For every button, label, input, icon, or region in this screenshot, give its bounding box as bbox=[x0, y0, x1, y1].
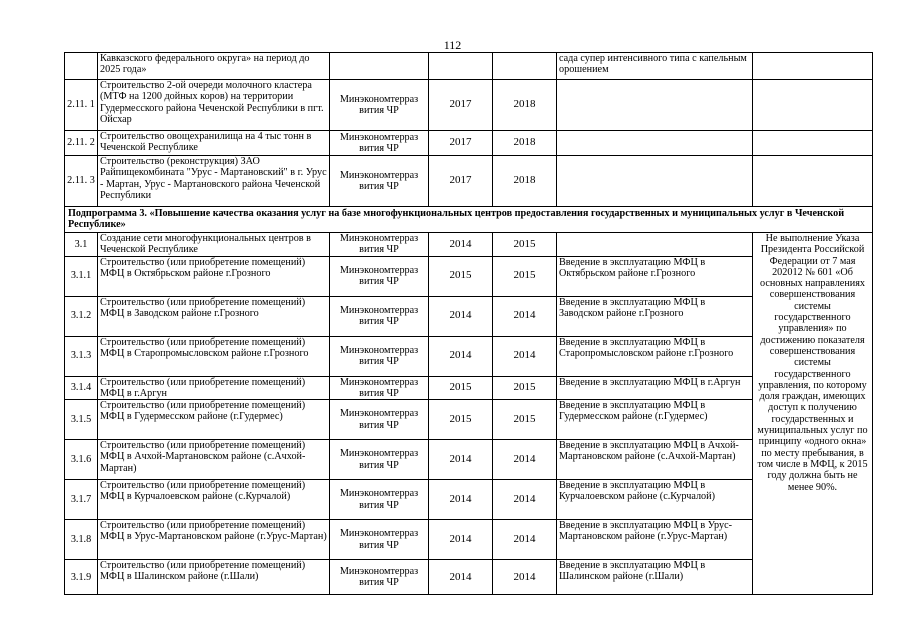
cell-num: 2.11. 3 bbox=[65, 156, 98, 207]
cell-note bbox=[753, 53, 873, 80]
cell-end: 2018 bbox=[493, 156, 557, 207]
cell-name: Строительство (или приобретение помещений) МФЦ в Шалинском районе (г.Шали) bbox=[98, 560, 330, 595]
cell-start: 2014 bbox=[429, 233, 493, 257]
cell-start: 2017 bbox=[429, 80, 493, 131]
cell-result bbox=[557, 131, 753, 156]
cell-end: 2014 bbox=[493, 336, 557, 376]
cell-responsible: Минэкономтерраз вития ЧР bbox=[330, 336, 429, 376]
table-row-continued bbox=[65, 53, 873, 80]
cell-responsible: Минэкономтерраз вития ЧР bbox=[330, 520, 429, 560]
cell-num: 3.1.1 bbox=[65, 256, 98, 296]
cell-note bbox=[753, 80, 873, 131]
subprogram-title: Подпрограмма 3. «Повышение качества оказания услуг на базе многофункциональных центров предоставления государственных и муниципальных услуг в Чеченской Республике» bbox=[65, 207, 873, 233]
table-row bbox=[65, 440, 873, 480]
cell-responsible: Минэкономтерраз вития ЧР bbox=[330, 131, 429, 156]
cell-result: Введение в эксплуатацию МФЦ в Курчалоевском районе (с.Курчалой) bbox=[557, 480, 753, 520]
cell-start: 2015 bbox=[429, 376, 493, 400]
subprogram-row bbox=[65, 207, 873, 233]
cell-responsible: Минэкономтерраз вития ЧР bbox=[330, 440, 429, 480]
cell-start: 2014 bbox=[429, 296, 493, 336]
cell-note bbox=[753, 131, 873, 156]
cell-end: 2014 bbox=[493, 480, 557, 520]
cell-start: 2015 bbox=[429, 400, 493, 440]
cell-num: 3.1.3 bbox=[65, 336, 98, 376]
cell-end: 2015 bbox=[493, 233, 557, 257]
cell-end: 2015 bbox=[493, 376, 557, 400]
cell-num: 3.1.4 bbox=[65, 376, 98, 400]
cell-end: 2014 bbox=[493, 296, 557, 336]
cell-start: 2014 bbox=[429, 520, 493, 560]
cell-num: 3.1 bbox=[65, 233, 98, 257]
cell-name: Строительство (или приобретение помещений) МФЦ в Урус-Мартановском районе (г.Урус-Мартан) bbox=[98, 520, 330, 560]
cell-name: Строительство (или приобретение помещений) МФЦ в Старопромысловском районе г.Грозного bbox=[98, 336, 330, 376]
cell-num: 2.11. 2 bbox=[65, 131, 98, 156]
cell-result: Введение в эксплуатацию МФЦ в г.Аргун bbox=[557, 376, 753, 400]
cell-start: 2014 bbox=[429, 336, 493, 376]
program-table bbox=[64, 52, 873, 595]
cell-num: 3.1.8 bbox=[65, 520, 98, 560]
cell-name: Строительство (или приобретение помещений) МФЦ в Ачхой-Мартановском районе (с.Ачхой-Мартан) bbox=[98, 440, 330, 480]
cell-name: Строительство (или приобретение помещений) МФЦ в г.Аргун bbox=[98, 376, 330, 400]
cell-start bbox=[429, 53, 493, 80]
cell-note bbox=[753, 156, 873, 207]
cell-num: 3.1.2 bbox=[65, 296, 98, 336]
cell-responsible: Минэкономтерраз вития ЧР bbox=[330, 480, 429, 520]
cell-num: 3.1.5 bbox=[65, 400, 98, 440]
table-row bbox=[65, 131, 873, 156]
cell-end: 2015 bbox=[493, 400, 557, 440]
page-number: 112 bbox=[443, 38, 462, 52]
cell-name: Строительство (или приобретение помещений) МФЦ в Курчалоевском районе (с.Курчалой) bbox=[98, 480, 330, 520]
cell-name: Строительство (или приобретение помещений) МФЦ в Октябрьском районе г.Грозного bbox=[98, 256, 330, 296]
cell-responsible: Минэкономтерраз вития ЧР bbox=[330, 80, 429, 131]
cell-responsible: Минэкономтерраз вития ЧР bbox=[330, 256, 429, 296]
consequence-note: Не выполнение Указа Президента Российской Федерации от 7 мая 202012 № 601 «Об основных направлениях совершенствования системы государственного управления» по достижению показателя совершенствования системы государственного управления, по которому доля граждан, имеющих доступ к получению государственных и муниципальных услуг по принципу «одного окна» по месту пребывания, в том числе в МФЦ, к 2015 году должна быть не менее 90%. bbox=[753, 233, 873, 595]
table-row bbox=[65, 296, 873, 336]
cell-responsible: Минэкономтерраз вития ЧР bbox=[330, 296, 429, 336]
cell-result: Введение в эксплуатацию МФЦ в Старопромысловском районе г.Грозного bbox=[557, 336, 753, 376]
cell-end: 2018 bbox=[493, 131, 557, 156]
cell-result: Введение в эксплуатацию МФЦ в Ачхой-Мартановском районе (с.Ачхой-Мартан) bbox=[557, 440, 753, 480]
cell-end: 2014 bbox=[493, 560, 557, 595]
cell-result: Введение в эксплуатацию МФЦ в Шалинском районе (г.Шали) bbox=[557, 560, 753, 595]
cell-name: Строительство (или приобретение помещений) МФЦ в Заводском районе г.Грозного bbox=[98, 296, 330, 336]
cell-num bbox=[65, 53, 98, 80]
cell-result bbox=[557, 156, 753, 207]
cell-start: 2014 bbox=[429, 560, 493, 595]
cell-name: Строительство овощехранилища на 4 тыс тонн в Чеченской Республике bbox=[98, 131, 330, 156]
cell-num: 2.11. 1 bbox=[65, 80, 98, 131]
cell-end: 2015 bbox=[493, 256, 557, 296]
table-row bbox=[65, 80, 873, 131]
cell-start: 2015 bbox=[429, 256, 493, 296]
table-row bbox=[65, 156, 873, 207]
cell-responsible: Минэкономтерраз вития ЧР bbox=[330, 400, 429, 440]
cell-result: Введение в эксплуатацию МФЦ в Урус-Мартановском районе (г.Урус-Мартан) bbox=[557, 520, 753, 560]
table-row bbox=[65, 560, 873, 595]
cell-responsible: Минэкономтерраз вития ЧР bbox=[330, 560, 429, 595]
cell-name: Кавказского федерального округа» на период до 2025 года» bbox=[98, 53, 330, 80]
cell-name: Создание сети многофункциональных центров в Чеченской Республике bbox=[98, 233, 330, 257]
cell-end bbox=[493, 53, 557, 80]
cell-end: 2018 bbox=[493, 80, 557, 131]
cell-start: 2017 bbox=[429, 156, 493, 207]
table-row bbox=[65, 233, 873, 257]
cell-result: Введение в эксплуатацию МФЦ в Октябрьском районе г.Грозного bbox=[557, 256, 753, 296]
cell-end: 2014 bbox=[493, 520, 557, 560]
cell-result bbox=[557, 233, 753, 257]
cell-start: 2014 bbox=[429, 440, 493, 480]
cell-start: 2014 bbox=[429, 480, 493, 520]
cell-name: Строительство 2-ой очереди молочного кластера (МТФ на 1200 дойных коров) на территории Гудермесского района Чеченской Республики в пгт. Ойсхар bbox=[98, 80, 330, 131]
table-row bbox=[65, 520, 873, 560]
table-row bbox=[65, 480, 873, 520]
cell-num: 3.1.9 bbox=[65, 560, 98, 595]
cell-num: 3.1.7 bbox=[65, 480, 98, 520]
cell-result bbox=[557, 80, 753, 131]
cell-name: Строительство (или приобретение помещений) МФЦ в Гудермесском районе (г.Гудермес) bbox=[98, 400, 330, 440]
table-row bbox=[65, 336, 873, 376]
table-row bbox=[65, 376, 873, 400]
cell-result: Введение в эксплуатацию МФЦ в Гудермесском районе (г.Гудермес) bbox=[557, 400, 753, 440]
cell-responsible: Минэкономтерраз вития ЧР bbox=[330, 156, 429, 207]
cell-result: сада супер интенсивного типа с капельным орошением bbox=[557, 53, 753, 80]
cell-name: Строительство (реконструкция) ЗАО Райпищекомбината "Урус - Мартановский" в г. Урус - Мартан, Урус - Мартановского района Чеченской Республики bbox=[98, 156, 330, 207]
cell-end: 2014 bbox=[493, 440, 557, 480]
cell-responsible: Минэкономтерраз вития ЧР bbox=[330, 376, 429, 400]
table-row bbox=[65, 256, 873, 296]
cell-responsible bbox=[330, 53, 429, 80]
table-row bbox=[65, 400, 873, 440]
cell-start: 2017 bbox=[429, 131, 493, 156]
cell-responsible: Минэкономтерраз вития ЧР bbox=[330, 233, 429, 257]
cell-result: Введение в эксплуатацию МФЦ в Заводском районе г.Грозного bbox=[557, 296, 753, 336]
cell-num: 3.1.6 bbox=[65, 440, 98, 480]
